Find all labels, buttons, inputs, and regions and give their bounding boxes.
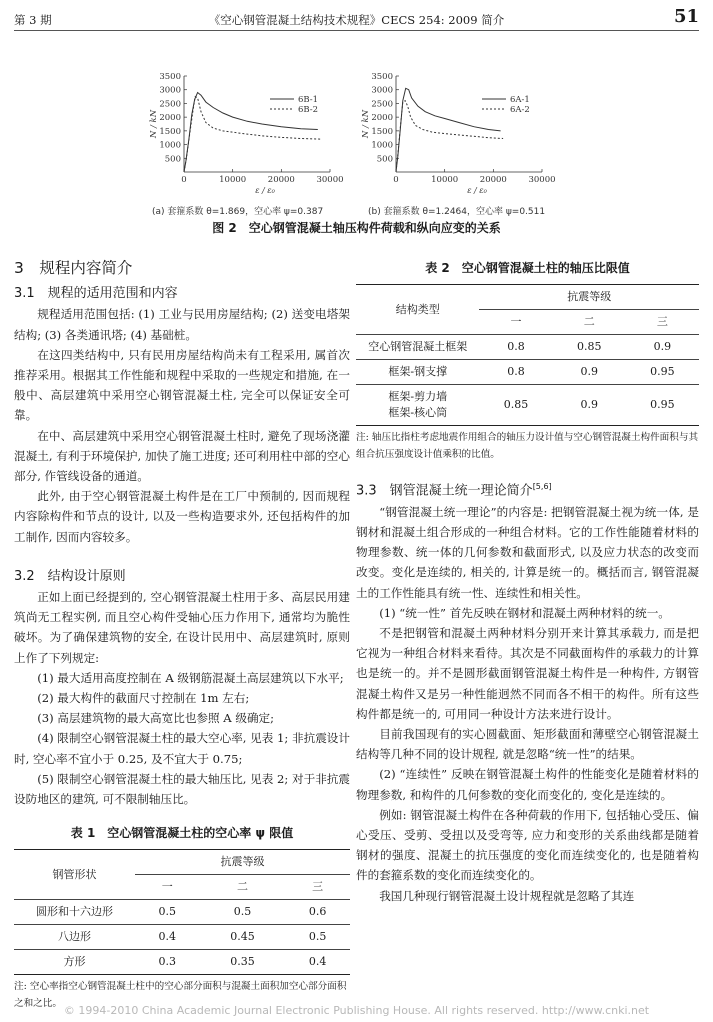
- table-2-group-header: 抗震等级: [479, 285, 699, 310]
- table-cell: 0.8: [507, 365, 525, 379]
- heading-3-3-text: 3.3 钢管混凝土统一理论简介: [356, 483, 533, 499]
- x-tick-label: 20000: [479, 175, 507, 185]
- copyright-footer: © 1994-2010 China Academic Journal Electronic Publishing House. All rights reserved. http://www.cnki.net: [63, 1004, 650, 1017]
- table-1-grid: [14, 849, 350, 975]
- page-number: 51: [673, 6, 699, 27]
- table-cell: 八边形: [57, 930, 91, 944]
- table-cell: 0.3: [158, 955, 177, 969]
- table-1-level: 一: [161, 880, 173, 894]
- paragraph: (1) 最大适用高度控制在 A 级钢筋混凝土高层建筑以下水平;: [37, 670, 344, 685]
- table-row: [356, 335, 699, 360]
- table-1-level: 三: [312, 880, 324, 894]
- figure-caption: 图 2 空心钢管混凝土轴压构件荷载和纵向应变的关系: [212, 221, 501, 235]
- y-tick-label: 500: [376, 154, 393, 165]
- table-cell: 0.35: [230, 955, 255, 969]
- x-axis-label: ε / ε₀: [467, 186, 487, 195]
- y-tick-label: 3000: [159, 85, 181, 96]
- table-cell: 0.9: [580, 365, 598, 379]
- x-tick-label: 10000: [431, 175, 459, 185]
- table-2-grid: [356, 284, 699, 426]
- table-row: [14, 900, 350, 925]
- table-cell: 0.6: [308, 905, 327, 919]
- y-axis-label: N / kN: [149, 109, 159, 139]
- table-1: [14, 823, 350, 1012]
- running-title: 《空心钢管混凝土结构技术规程》CECS 254: 2009 简介: [208, 13, 505, 27]
- subcaption-b: (b) 套箍系数 θ=1.2464，空心率 ψ=0.511: [368, 207, 546, 217]
- subcaption-a: (a) 套箍系数 θ=1.869，空心率 ψ=0.387: [152, 207, 324, 217]
- legend-label: 6A-1: [510, 95, 530, 105]
- table-2-level: 一: [510, 315, 522, 329]
- table-cell: 圆形和十六边形: [35, 905, 113, 919]
- y-tick-label: 3500: [159, 72, 181, 82]
- y-tick-label: 2000: [371, 113, 393, 124]
- table-1-row-header: 钢管形状: [14, 850, 135, 900]
- table-cell: 0.85: [503, 398, 529, 412]
- y-tick-label: 3000: [371, 85, 393, 96]
- x-tick-label: 0: [181, 175, 187, 185]
- series-line-6A-2: [396, 101, 503, 172]
- x-tick-label: 10000: [219, 175, 247, 185]
- left-column: [14, 258, 350, 1012]
- table-1-note: 注: 空心率指空心钢管混凝土柱中的空心部分面积与混凝土面积加空心部分面积之和之比。: [14, 981, 347, 1010]
- y-tick-label: 2000: [159, 113, 181, 124]
- y-tick-label: 1000: [371, 140, 393, 151]
- paragraph: (1) “统一性” 首先反映在钢材和混凝土两种材料的统一。: [379, 605, 670, 620]
- table-cell: 0.5: [233, 905, 252, 919]
- x-tick-label: 20000: [267, 175, 295, 185]
- y-tick-label: 2500: [371, 99, 393, 110]
- paragraph: 规程适用范围包括: (1) 工业与民用房屋结构; (2) 送变电塔架结构; (3) 各类通讯塔; (4) 基础桩。: [14, 307, 350, 342]
- table-2-level: 三: [656, 315, 668, 329]
- paragraph: (4) 限制空心钢管混凝土柱的最大空心率, 见表 1; 非抗震设计时, 空心率不宜小于 0.25, 及不宜大于 0.75;: [14, 731, 350, 766]
- table-cell: 空心钢管混凝土框架: [368, 340, 468, 354]
- heading-3-3: [356, 477, 699, 502]
- table-2-row-header: 结构类型: [356, 285, 479, 335]
- y-tick-label: 3500: [371, 72, 393, 82]
- table-cell: 0.9: [653, 340, 672, 354]
- x-axis-label: ε / ε₀: [255, 186, 275, 195]
- table-row: [356, 385, 699, 426]
- paragraph: (3) 高层建筑物的最大高宽比也参照 A 级确定;: [37, 711, 275, 726]
- page-header: [14, 6, 699, 31]
- table-cell: 0.4: [308, 955, 327, 969]
- heading-3-1: 3.1 规程的适用范围和内容: [14, 286, 178, 302]
- x-tick-label: 30000: [316, 175, 344, 185]
- table-cell: 方形: [63, 955, 86, 969]
- y-tick-label: 2500: [159, 99, 181, 110]
- table-cell: 0.5: [308, 930, 327, 944]
- table-cell: 框架-钢支撑: [388, 365, 448, 379]
- table-cell: 0.8: [507, 340, 525, 354]
- chart-6A: [352, 66, 556, 202]
- paragraph: (2) 最大构件的截面尺寸控制在 1m 左右;: [37, 691, 250, 706]
- paragraph: (2) “连续性” 反映在钢管混凝土构件的性能变化是随着材料的物理参数, 和构件的几何参数的变化而变化的, 变化是连续的。: [356, 767, 699, 802]
- y-tick-label: 1000: [159, 140, 181, 151]
- paragraph: 我国几种现行钢管混凝土设计规程就是忽略了其连: [379, 888, 635, 903]
- table-1-group-header: 抗震等级: [135, 850, 350, 875]
- table-1-title: 表 1 空心钢管混凝土柱的空心率 ψ 限值: [70, 826, 294, 841]
- y-tick-label: 1500: [159, 126, 181, 137]
- table-cell: 框架-剪力墙 框架-核心筒: [388, 390, 448, 420]
- table-cell: 0.45: [230, 930, 255, 944]
- legend-label: 6A-2: [510, 105, 530, 115]
- heading-3-2: 3.2 结构设计原则: [14, 568, 126, 584]
- paragraph: 在中、高层建筑中采用空心钢管混凝土柱时, 避免了现场浇灌混凝土, 有利于环境保护, 加快了施工进度; 还可利用柱中部的空心部分, 作管线设备的通道。: [14, 428, 350, 484]
- paragraph: 不是把钢管和混凝土两种材料分别开来计算其承载力, 而是把它视为一种组合材料来看待。其次是不同截面构件的承载力的计算也是统一的。并不是圆形截面钢管混凝土构件是一种构件, 方钢管混凝土构件又是另一种性能迥然不同而各不相干的构件。所有这些构件都是统一的, 可用同一种设计方法来进行设计。: [356, 625, 699, 721]
- paragraph: “钢管混凝土统一理论”的内容是: 把钢管混凝土视为统一体, 是钢材和混凝土组合形成的一种组合材料。它的工作性能随着材料的物理参数、统一体的几何参数和截面形式, 以及应力状态的改变而改变。变化是连续的, 相关的, 计算是统一的。概括而言, 钢管混凝土的工作性能具有统一性、连续性和相关性。: [356, 504, 699, 600]
- paragraph: 此外, 由于空心钢管混凝土构件是在工厂中预制的, 因而规程内容除构件和节点的设计, 以及一些构造要求外, 还包括构件的加工制作, 因而内容较多。: [14, 489, 350, 544]
- table-cell: 0.9: [580, 398, 598, 412]
- paragraph: 正如上面已经提到的, 空心钢管混凝土柱用于多、高层民用建筑尚无工程实例, 而且空心构件受轴心压力作用下, 通常均为脆性破坏。为了确保建筑物的安全, 在设计民用中、高层建筑时, 原则上作了下列规定:: [14, 590, 350, 665]
- table-row: [14, 925, 350, 950]
- chart-6B: [140, 66, 344, 202]
- table-cell: 0.4: [158, 930, 177, 944]
- right-column: [356, 258, 699, 906]
- y-tick-label: 1500: [371, 126, 393, 137]
- paragraph: 在这四类结构中, 只有民用房屋结构尚未有工程采用, 属首次推荐采用。根据其工作性能和规程中采取的一些规定和措施, 在一般中、高层建筑中采用空心钢管混凝土柱, 完全可以保证安全可靠。: [14, 347, 350, 423]
- legend-label: 6B-2: [298, 105, 319, 115]
- table-2-note: 注: 轴压比指柱考虑地震作用组合的轴压力设计值与空心钢管混凝土构件面积与其组合抗压强度设计值乘积的比值。: [356, 432, 699, 461]
- paragraph: 例如: 钢管混凝土构件在各种荷载的作用下, 包括轴心受压、偏心受压、受剪、受扭以及受弯等, 应力和变形的关系曲线都是随着钢材的强度、混凝土的抗压强度的变化而连续变化的, 也是随着构件的套箍系数的变化而连续变化的。: [356, 807, 699, 883]
- y-tick-label: 500: [164, 154, 181, 165]
- citation: [5,6]: [532, 482, 552, 492]
- table-cell: 0.5: [158, 905, 177, 919]
- table-cell: 0.95: [650, 398, 675, 412]
- table-2-title: 表 2 空心钢管混凝土柱的轴压比限值: [425, 261, 630, 275]
- x-tick-label: 30000: [528, 175, 556, 185]
- table-2: [356, 258, 699, 463]
- table-cell: 0.95: [650, 365, 675, 379]
- table-row: [14, 950, 350, 975]
- table-1-level: 二: [236, 880, 248, 894]
- legend-label: 6B-1: [298, 95, 319, 105]
- x-tick-label: 0: [393, 175, 399, 185]
- table-2-level: 二: [583, 315, 595, 329]
- table-row: [356, 360, 699, 385]
- issue-number: 第 3 期: [14, 13, 52, 27]
- paragraph: (5) 限制空心钢管混凝土柱的最大轴压比, 见表 2; 对于非抗震设防地区的建筑, 可不限制轴压比。: [14, 771, 350, 807]
- paragraph: 目前我国现有的实心圆截面、矩形截面和薄壁空心钢管混凝土结构等几种不同的设计规程, 就是忽略“统一性”的结果。: [356, 726, 699, 762]
- series-line-6A-1: [396, 88, 501, 172]
- y-axis-label: N / kN: [361, 109, 371, 139]
- section-heading-3: 3 规程内容简介: [14, 259, 133, 277]
- table-cell: 0.85: [576, 340, 602, 354]
